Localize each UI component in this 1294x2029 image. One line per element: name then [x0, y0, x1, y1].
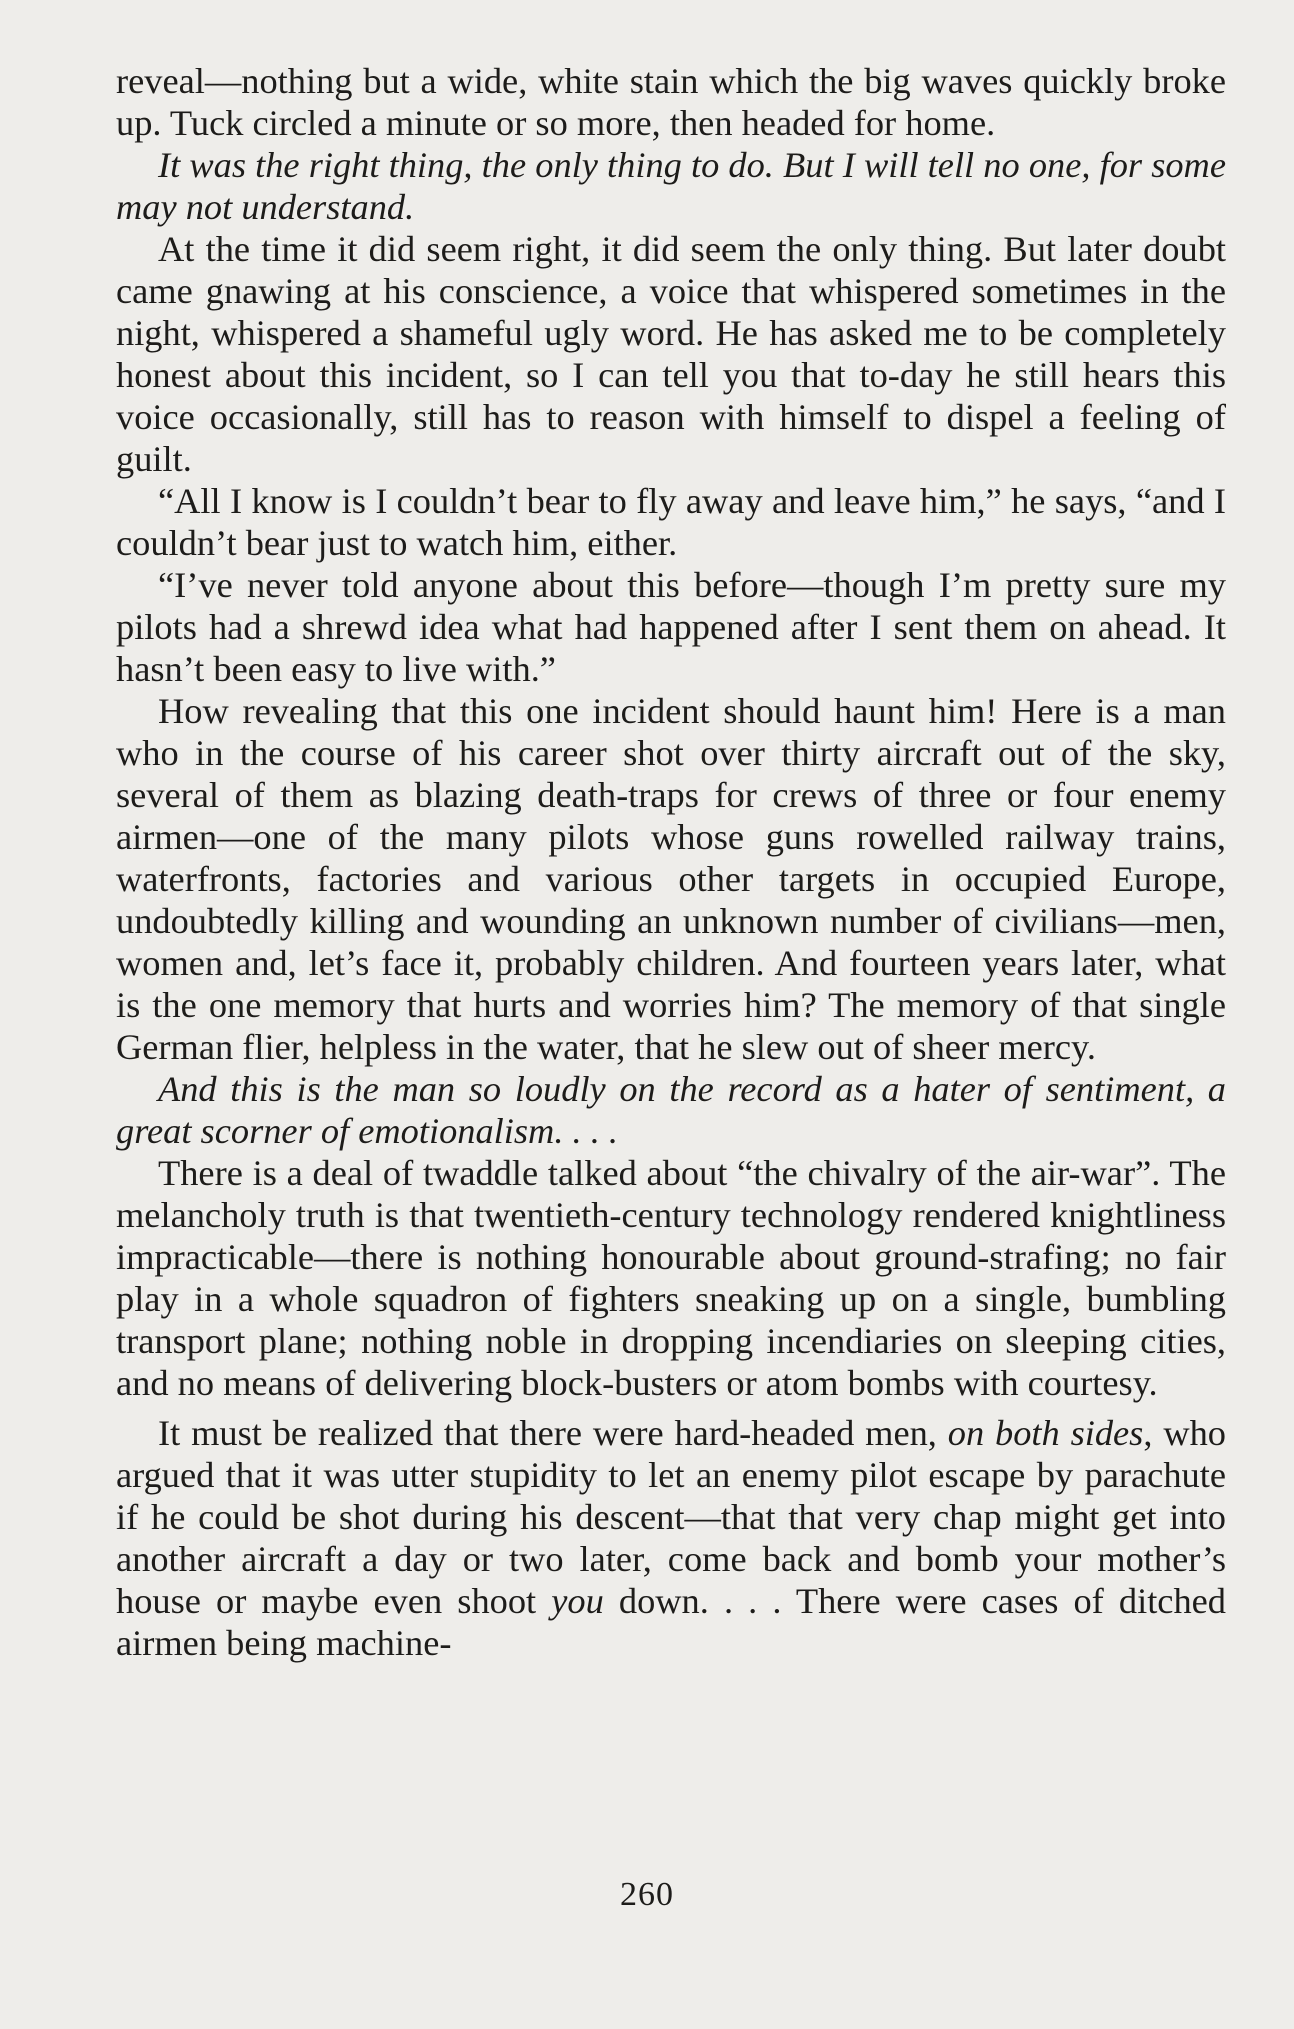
paragraph — [116, 690, 1226, 1068]
italic-text: you — [551, 1581, 604, 1621]
paragraph — [116, 564, 1226, 690]
paragraph — [116, 1412, 1226, 1664]
text-run: “All I know is I couldn’t bear to fly away and leave him,” he says, “and I couldn’t bear just to watch him, either. — [116, 481, 1226, 563]
text-run: , who argued that it was utter stupidity to let an enemy pilot escape by parachute if he could be shot during his descent—that that very chap might get into another aircraft a day or two later, come back and bomb your mother’s house or maybe even shoot — [116, 1413, 1226, 1621]
text-run: At the time it did seem right, it did seem the only thing. But later doubt came gnawing at his conscience, a voice that whispered sometimes in the night, whispered a shameful ugly word. He has asked me to be completely honest about this incident, so I can tell you that to-day he still hears this voice occasionally, still has to reason with himself to dispel a feeling of guilt. — [116, 229, 1226, 479]
paragraph — [116, 228, 1226, 480]
text-run: It must be realized that there were hard-headed men, — [158, 1413, 948, 1453]
paragraph — [116, 144, 1226, 228]
text-run: reveal—nothing but a wide, white stain which the big waves quickly broke up. Tuck circled a minute or so more, then headed for home. — [116, 61, 1226, 143]
paragraph — [116, 480, 1226, 564]
italic-text: It was the right thing, the only thing to do. But I will tell no one, for some may not understand. — [116, 145, 1226, 227]
paragraph — [116, 60, 1226, 144]
text-run: How revealing that this one incident should haunt him! Here is a man who in the course of his career shot over thirty aircraft out of the sky, several of them as blazing death-traps for crews of three or four enemy airmen—one of the many pilots whose guns rowelled railway trains, waterfronts, factories and various other targets in occupied Europe, undoubtedly killing and wounding an unknown number of civilians—men, women and, let’s face it, probably children. And fourteen years later, what is the one memory that hurts and worries him? The memory of that single German flier, helpless in the water, that he slew out of sheer mercy. — [116, 691, 1226, 1067]
text-run: There is a deal of twaddle talked about “the chivalry of the air-war”. The melancholy truth is that twentieth-century technology rendered knightliness impracticable—there is nothing honourable about ground-strafing; no fair play in a whole squadron of fighters sneaking up on a single, bumbling transport plane; nothing noble in dropping incendiaries on sleeping cities, and no means of delivering block-busters or atom bombs with courtesy. — [116, 1153, 1226, 1403]
italic-text: And this is the man so loudly on the record as a hater of sentiment, a great scorner of emotionalism. . . . — [116, 1069, 1226, 1151]
italic-text: on both sides — [947, 1413, 1144, 1453]
page-number: 260 — [620, 1876, 674, 1913]
paragraph — [116, 1152, 1226, 1404]
text-run: down. . . . There were cases of ditched airmen being machine- — [116, 1581, 1226, 1663]
text-run: “I’ve never told anyone about this before—though I’m pretty sure my pilots had a shrewd idea what had happened after I sent them on ahead. It hasn’t been easy to live with.” — [116, 565, 1226, 689]
paragraph — [116, 1068, 1226, 1152]
body-text — [116, 60, 1226, 1664]
